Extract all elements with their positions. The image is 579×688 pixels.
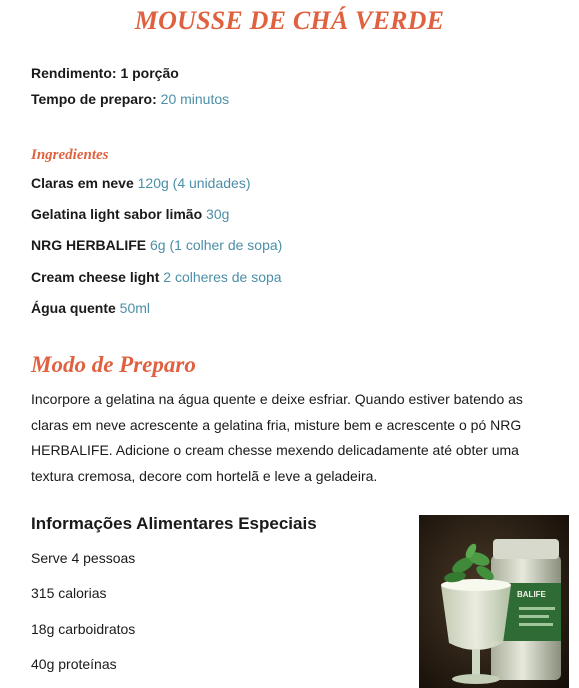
yield-value: 1 porção xyxy=(120,65,179,81)
ingredient-name: NRG HERBALIFE xyxy=(31,237,147,253)
ingredient-name: Claras em neve xyxy=(31,175,134,191)
nutrition-item: Serve 4 pessoas xyxy=(31,550,136,566)
prep-time-value: 20 minutos xyxy=(160,91,230,107)
ingredient-amount: 120g (4 unidades) xyxy=(137,175,251,191)
ingredient-item xyxy=(31,205,229,223)
ingredient-name: Gelatina light sabor limão xyxy=(31,206,203,222)
preparation-text: Incorpore a gelatina na água quente e deixe esfriar. Quando estiver batendo as claras em neve acrescente a gelatina fria, misture bem e acrescente o pó NRG HERBALIFE. Adicione o cream chesse mexendo delicadamente até obter uma textura cremosa, decore com hortelã e leve a geladeira. xyxy=(31,391,523,484)
ingredient-item xyxy=(31,174,251,192)
preparation-heading: Modo de Preparo xyxy=(31,352,196,377)
ingredient-amount: 2 colheres de sopa xyxy=(163,269,282,285)
ingredient-item xyxy=(31,299,150,317)
ingredient-amount: 30g xyxy=(206,206,230,222)
recipe-title: MOUSSE DE CHÁ VERDE xyxy=(134,6,445,35)
yield-label: Rendimento: xyxy=(31,65,117,81)
nutrition-item: 18g carboidratos xyxy=(31,621,136,637)
ingredient-item xyxy=(31,236,282,254)
jar-label: BALIFE xyxy=(517,590,546,599)
prep-time-label: Tempo de preparo: xyxy=(31,91,157,107)
ingredients-heading: Ingredientes xyxy=(31,147,109,163)
yield-line xyxy=(31,64,179,82)
mousse-glass xyxy=(441,585,511,650)
nutrition-heading: Informações Alimentares Especiais xyxy=(31,514,317,533)
ingredient-amount: 50ml xyxy=(119,300,151,316)
nutrition-item: 40g proteínas xyxy=(31,656,117,672)
mousse-photo-illustration xyxy=(419,515,569,688)
mousse-photo xyxy=(419,515,569,688)
ingredient-name: Cream cheese light xyxy=(31,269,160,285)
ingredient-amount: 6g (1 colher de sopa) xyxy=(150,237,283,253)
nutrition-item: 315 calorias xyxy=(31,585,107,601)
ingredient-item xyxy=(31,268,282,286)
prep-time-line xyxy=(31,90,229,108)
ingredient-name: Água quente xyxy=(31,300,116,316)
